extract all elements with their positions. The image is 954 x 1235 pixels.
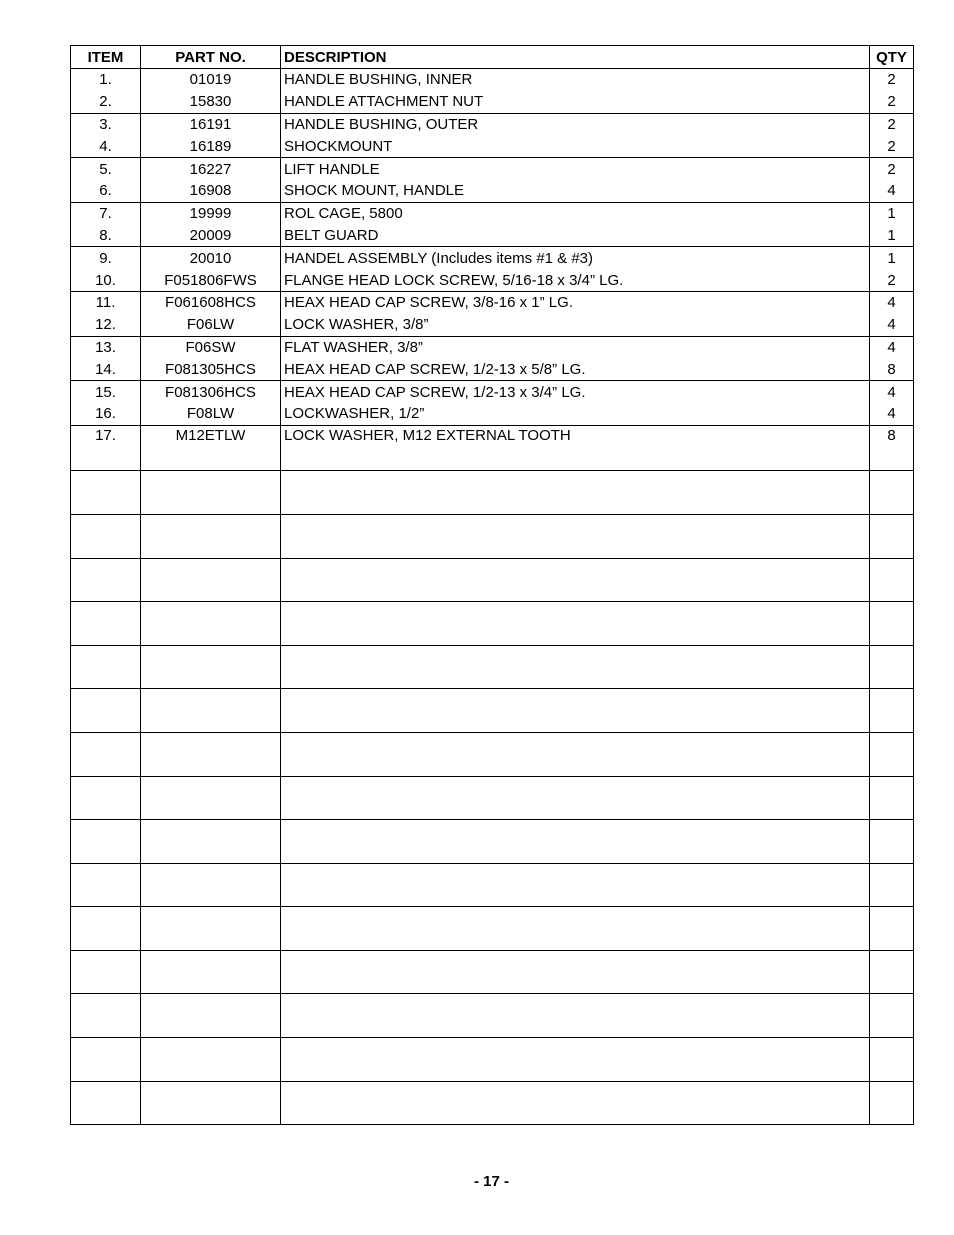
- header-row: [71, 46, 914, 69]
- empty-row: [71, 514, 914, 558]
- quantity: 8: [870, 358, 914, 380]
- item-number: 5.: [71, 158, 141, 180]
- empty-cell: [141, 950, 281, 994]
- empty-cell: [281, 907, 870, 951]
- part-number: 16189: [141, 135, 281, 157]
- empty-cell: [71, 689, 141, 733]
- empty-row: [71, 1038, 914, 1082]
- quantity: 4: [870, 381, 914, 403]
- empty-cell: [141, 732, 281, 776]
- empty-cell: [281, 558, 870, 602]
- empty-cell: [281, 820, 870, 864]
- part-number: F051806FWS: [141, 269, 281, 291]
- empty-cell: [71, 863, 141, 907]
- empty-cell: [141, 863, 281, 907]
- item-number: 15.: [71, 381, 141, 403]
- empty-cell: [71, 950, 141, 994]
- item-number: 11.: [71, 291, 141, 313]
- empty-cell: [870, 950, 914, 994]
- item-number: 12.: [71, 314, 141, 336]
- quantity: 2: [870, 135, 914, 157]
- part-description: LOCK WASHER, M12 EXTERNAL TOOTH: [281, 425, 870, 471]
- table-row: [71, 269, 914, 291]
- empty-cell: [71, 820, 141, 864]
- quantity: 2: [870, 113, 914, 135]
- part-number: F081305HCS: [141, 358, 281, 380]
- part-description: HEAX HEAD CAP SCREW, 1/2-13 x 5/8” LG.: [281, 358, 870, 380]
- quantity: 8: [870, 425, 914, 471]
- empty-row: [71, 950, 914, 994]
- empty-cell: [870, 645, 914, 689]
- part-number: 20009: [141, 225, 281, 247]
- table-row: [71, 403, 914, 425]
- header-qty: QTY: [870, 46, 914, 69]
- table-row: [71, 314, 914, 336]
- item-number: 6.: [71, 180, 141, 202]
- part-number: 19999: [141, 202, 281, 224]
- quantity: 1: [870, 247, 914, 269]
- item-number: 1.: [71, 69, 141, 91]
- empty-cell: [870, 1081, 914, 1125]
- empty-cell: [71, 602, 141, 646]
- header-description: DESCRIPTION: [281, 46, 870, 69]
- part-number: 15830: [141, 91, 281, 113]
- empty-cell: [281, 776, 870, 820]
- item-number: 7.: [71, 202, 141, 224]
- table-row: [71, 158, 914, 180]
- empty-cell: [141, 907, 281, 951]
- empty-cell: [870, 732, 914, 776]
- empty-row: [71, 471, 914, 515]
- empty-cell: [870, 1038, 914, 1082]
- part-description: LOCK WASHER, 3/8”: [281, 314, 870, 336]
- empty-row: [71, 689, 914, 733]
- item-number: 13.: [71, 336, 141, 358]
- empty-cell: [281, 689, 870, 733]
- quantity: 2: [870, 269, 914, 291]
- item-number: 10.: [71, 269, 141, 291]
- table-header: [71, 46, 914, 69]
- empty-cell: [141, 1081, 281, 1125]
- part-number: F06LW: [141, 314, 281, 336]
- table-row: [71, 381, 914, 403]
- part-description: HANDLE BUSHING, INNER: [281, 69, 870, 91]
- table-row: [71, 69, 914, 91]
- empty-cell: [281, 1038, 870, 1082]
- empty-row: [71, 1081, 914, 1125]
- part-number: F061608HCS: [141, 291, 281, 313]
- table-row: [71, 135, 914, 157]
- quantity: 2: [870, 158, 914, 180]
- empty-row: [71, 776, 914, 820]
- part-description: LIFT HANDLE: [281, 158, 870, 180]
- empty-cell: [870, 776, 914, 820]
- empty-cell: [71, 1081, 141, 1125]
- quantity: 1: [870, 225, 914, 247]
- empty-row: [71, 820, 914, 864]
- quantity: 1: [870, 202, 914, 224]
- header-item: ITEM: [71, 46, 141, 69]
- table-row: [71, 336, 914, 358]
- part-number: M12ETLW: [141, 425, 281, 471]
- empty-cell: [141, 1038, 281, 1082]
- empty-row: [71, 994, 914, 1038]
- table-row: [71, 202, 914, 224]
- part-number: 16191: [141, 113, 281, 135]
- table-row: [71, 180, 914, 202]
- quantity: 2: [870, 91, 914, 113]
- empty-cell: [141, 602, 281, 646]
- item-number: 16.: [71, 403, 141, 425]
- empty-cell: [870, 863, 914, 907]
- part-description: HEAX HEAD CAP SCREW, 1/2-13 x 3/4” LG.: [281, 381, 870, 403]
- part-number: 20010: [141, 247, 281, 269]
- table-row: [71, 113, 914, 135]
- empty-cell: [71, 471, 141, 515]
- empty-row: [71, 732, 914, 776]
- empty-cell: [870, 689, 914, 733]
- empty-cell: [281, 732, 870, 776]
- empty-cell: [141, 776, 281, 820]
- empty-cell: [281, 994, 870, 1038]
- empty-row: [71, 558, 914, 602]
- empty-cell: [141, 994, 281, 1038]
- empty-cell: [141, 514, 281, 558]
- empty-cell: [281, 514, 870, 558]
- item-number: 9.: [71, 247, 141, 269]
- empty-cell: [141, 471, 281, 515]
- part-description: HANDLE ATTACHMENT NUT: [281, 91, 870, 113]
- empty-cell: [71, 514, 141, 558]
- part-number: F081306HCS: [141, 381, 281, 403]
- empty-cell: [141, 689, 281, 733]
- item-number: 17.: [71, 425, 141, 471]
- empty-cell: [870, 907, 914, 951]
- empty-cell: [870, 602, 914, 646]
- empty-cell: [71, 558, 141, 602]
- part-number: 16908: [141, 180, 281, 202]
- part-description: HANDEL ASSEMBLY (Includes items #1 & #3): [281, 247, 870, 269]
- empty-cell: [71, 1038, 141, 1082]
- part-description: SHOCK MOUNT, HANDLE: [281, 180, 870, 202]
- empty-cell: [281, 950, 870, 994]
- empty-cell: [141, 820, 281, 864]
- table-row: [71, 91, 914, 113]
- part-description: FLANGE HEAD LOCK SCREW, 5/16-18 x 3/4” LG.: [281, 269, 870, 291]
- part-description: FLAT WASHER, 3/8”: [281, 336, 870, 358]
- part-number: 16227: [141, 158, 281, 180]
- item-number: 3.: [71, 113, 141, 135]
- quantity: 4: [870, 314, 914, 336]
- empty-cell: [870, 820, 914, 864]
- header-part-no: PART NO.: [141, 46, 281, 69]
- table-row: [71, 225, 914, 247]
- empty-row: [71, 602, 914, 646]
- empty-row: [71, 863, 914, 907]
- table-row: [71, 247, 914, 269]
- item-number: 8.: [71, 225, 141, 247]
- empty-cell: [71, 776, 141, 820]
- empty-cell: [281, 863, 870, 907]
- empty-cell: [870, 471, 914, 515]
- empty-cell: [281, 1081, 870, 1125]
- empty-cell: [870, 514, 914, 558]
- empty-cell: [141, 558, 281, 602]
- empty-cell: [71, 907, 141, 951]
- item-number: 2.: [71, 91, 141, 113]
- quantity: 4: [870, 291, 914, 313]
- empty-cell: [281, 471, 870, 515]
- empty-cell: [141, 645, 281, 689]
- table-row: [71, 358, 914, 380]
- part-description: ROL CAGE, 5800: [281, 202, 870, 224]
- part-number: F08LW: [141, 403, 281, 425]
- empty-cell: [281, 645, 870, 689]
- table-body: [71, 69, 914, 1125]
- part-description: SHOCKMOUNT: [281, 135, 870, 157]
- item-number: 14.: [71, 358, 141, 380]
- part-description: HANDLE BUSHING, OUTER: [281, 113, 870, 135]
- parts-list-table: [70, 45, 914, 1125]
- table-row: [71, 291, 914, 313]
- part-number: 01019: [141, 69, 281, 91]
- part-description: BELT GUARD: [281, 225, 870, 247]
- page-number: - 17 -: [473, 1173, 509, 1190]
- part-description: HEAX HEAD CAP SCREW, 3/8-16 x 1” LG.: [281, 291, 870, 313]
- empty-cell: [71, 994, 141, 1038]
- quantity: 4: [870, 336, 914, 358]
- empty-cell: [870, 994, 914, 1038]
- quantity: 2: [870, 69, 914, 91]
- table-row: [71, 425, 914, 471]
- part-description: LOCKWASHER, 1/2”: [281, 403, 870, 425]
- quantity: 4: [870, 180, 914, 202]
- empty-cell: [870, 558, 914, 602]
- empty-cell: [71, 645, 141, 689]
- empty-cell: [281, 602, 870, 646]
- empty-row: [71, 645, 914, 689]
- empty-cell: [71, 732, 141, 776]
- item-number: 4.: [71, 135, 141, 157]
- quantity: 4: [870, 403, 914, 425]
- empty-row: [71, 907, 914, 951]
- part-number: F06SW: [141, 336, 281, 358]
